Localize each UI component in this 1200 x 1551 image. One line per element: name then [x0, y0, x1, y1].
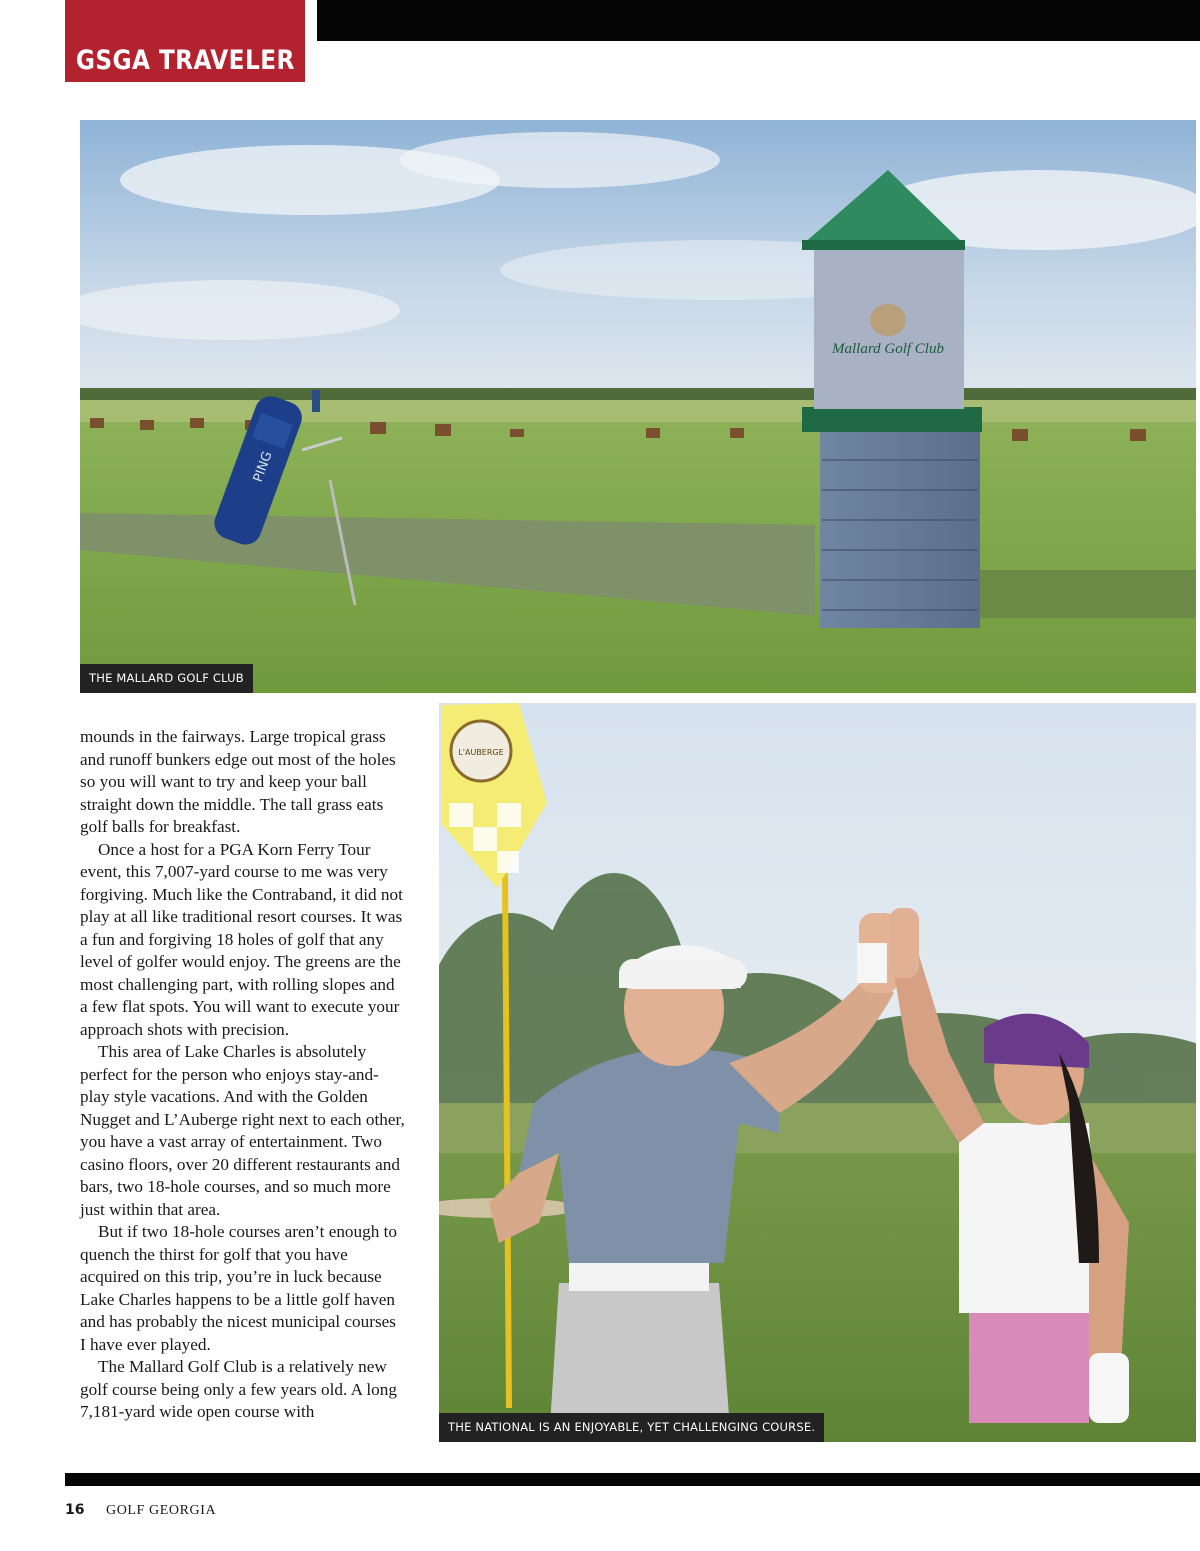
paragraph: Once a host for a PGA Korn Ferry Tour event, this 7,007-yard course to me was very forgiving. Much like the Contraband, it did not play at all like traditional resort courses. It was a fun and forgiving 18 holes of golf that any level of golfer would enjoy. The greens are the most challenging part, with rolling slopes and a few flat spots. You will want to execute your approach shots with precision. — [80, 839, 403, 1039]
footer-rule — [65, 1473, 1200, 1486]
photo-caption: THE NATIONAL IS AN ENJOYABLE, YET CHALLENGING COURSE. — [439, 1413, 824, 1442]
mallard-sign-text: Mallard Golf Club — [832, 341, 944, 357]
section-label-badge — [65, 0, 305, 82]
photo-national-image — [439, 703, 1196, 1442]
paragraph: But if two 18-hole courses aren’t enough to quench the thirst for golf that you have acquired on this trip, you’re in luck because Lake Charles happens to be a little golf haven and has probably the nicest municipal courses I have ever played. — [80, 1222, 397, 1354]
article-body — [80, 726, 405, 1424]
paragraph: mounds in the fairways. Large tropical grass and runoff bunkers edge out most of the holes so you will want to try and keep your ball straight down the middle. The tall grass eats golf balls for breakfast. — [80, 727, 396, 836]
header-rule — [317, 0, 1200, 41]
section-label: GSGA TRAVELER — [75, 45, 295, 76]
photo-mallard-golf-club — [80, 120, 1196, 693]
page-footer — [65, 1502, 216, 1519]
flag-emblem-text: L'AUBERGE — [458, 748, 504, 757]
photo-caption: THE MALLARD GOLF CLUB — [80, 664, 253, 693]
bag-brand-text: PING — [250, 449, 276, 485]
paragraph: The Mallard Golf Club is a relatively new golf course being only a few years old. A long 7,181-yard wide open course with — [80, 1357, 397, 1421]
paragraph: This area of Lake Charles is absolutely perfect for the person who enjoys stay-and-play style vacations. And with the Golden Nugget and L’Auberge right next to each other, you have a vast array of entertainment. Two casino floors, over 20 different restaurants and bars, two 18-hole courses, and so much more just within that area. — [80, 1042, 405, 1219]
photo-mallard-image — [80, 120, 1196, 693]
photo-the-national — [439, 703, 1196, 1442]
page-number: 16 — [65, 1502, 85, 1518]
magazine-name: GOLF GEORGIA — [105, 1503, 217, 1518]
